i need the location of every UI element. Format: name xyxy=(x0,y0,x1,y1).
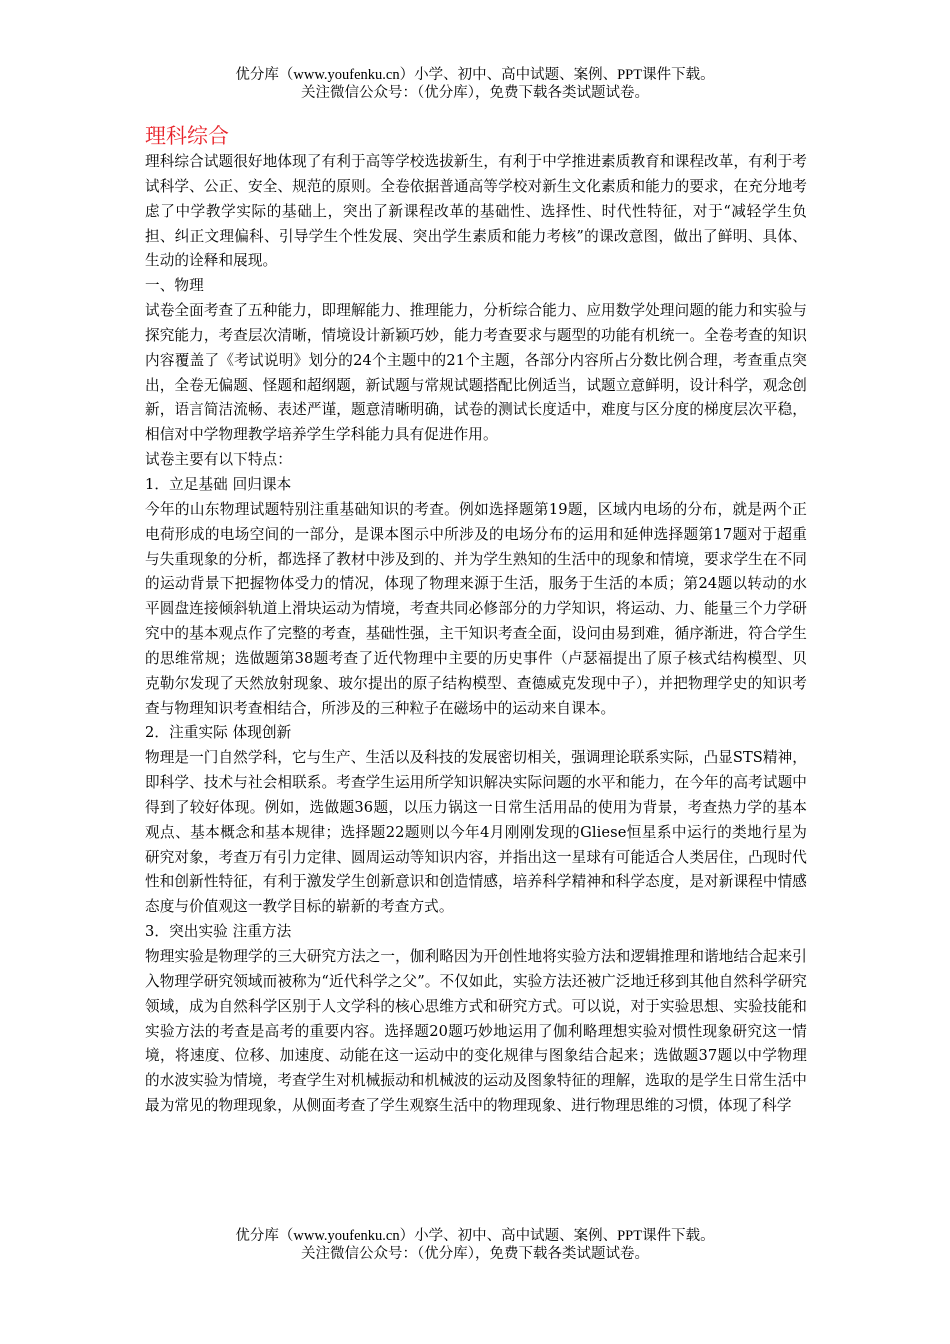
footer-line-2: 关注微信公众号：（优分库），免费下载各类试题试卷。 xyxy=(301,1246,649,1262)
footer-line-1: 优分库（www.youfenku.cn）小学、初中、高中试题、案例、PPT课件下载。 xyxy=(235,1228,715,1244)
document-body xyxy=(145,122,807,1119)
section-heading-physics: 一、物理 xyxy=(145,277,204,295)
paragraph-physics-overview: 试卷全面考查了五种能力，即理解能力、推理能力，分析综合能力、应用数学处理问题的能力和实验与探究能力，考查层次清晰，情境设计新颖巧妙，能力考查要求与题型的功能有机统一。全卷考查的知识内容覆盖了《考试说明》划分的24个主题中的21个主题，各部分内容所占分数比例合理，考查重点突出，全卷无偏题、怪题和超纲题，新试题与常规试题搭配比例适当，试题立意鲜明，设计科学，观念创新，语言简洁流畅、表述严谨，题意清晰明确，试卷的测试长度适中，难度与区分度的梯度层次平稳，相信对中学物理教学培养学生学科能力具有促进作用。 xyxy=(145,302,807,444)
paragraph-feature-3: 物理实验是物理学的三大研究方法之一，伽利略因为开创性地将实验方法和逻辑推理和谐地结合起来引入物理学研究领域而被称为“近代科学之父”。不仅如此，实验方法还被广泛地迁移到其他自然科学研究领域，成为自然科学区别于人文学科的核心思维方式和研究方式。可以说，对于实验思想、实验技能和实验方法的考查是高考的重要内容。选择题20题巧妙地运用了伽利略理想实验对惯性现象研究这一情境，将速度、位移、加速度、动能在这一运动中的变化规律与图象结合起来；选做题37题以中学物理的水波实验为情境，考查学生对机械振动和机械波的运动及图象特征的理解，选取的是学生日常生活中最为常见的物理现象，从侧面考查了学生观察生活中的物理现象、进行物理思维的习惯，体现了科学 xyxy=(145,948,807,1115)
paragraph-features-lead: 试卷主要有以下特点： xyxy=(145,451,292,469)
subheading-1: 1．立足基础 回归课本 xyxy=(145,475,292,493)
paragraph-feature-1: 今年的山东物理试题特别注重基础知识的考查。例如选择题第19题，区域内电场的分布，就是两个正电荷形成的电场空间的一部分，是课本图示中所涉及的电场分布的运用和延伸选择题第17题对于超重与失重现象的分析，都选择了教材中涉及到的、并为学生熟知的生活中的现象和情境，要求学生在不同的运动背景下把握物体受力的情况，体现了物理来源于生活，服务于生活的本质；第24题以转动的水平圆盘连接倾斜轨道上滑块运动为情境，考查共同必修部分的力学知识，将运动、力、能量三个力学研究中的基本观点作了完整的考查，基础性强，主干知识考查全面，设问由易到难，循序渐进，符合学生的思维常规；选做题第38题考查了近代物理中主要的历史事件（卢瑟福提出了原子核式结构模型、贝克勒尔发现了天然放射现象、玻尔提出的原子结构模型、查德威克发现中子），并把物理学史的知识考查与物理知识考查相结合，所涉及的三种粒子在磁场中的运动来自课本。 xyxy=(145,500,807,717)
subheading-3: 3．突出实验 注重方法 xyxy=(145,923,292,941)
page-footer xyxy=(0,1227,950,1263)
subheading-2: 2．注重实际 体现创新 xyxy=(145,724,292,742)
document-title: 理科综合 xyxy=(145,124,229,148)
header-line-2: 关注微信公众号：（优分库），免费下载各类试题试卷。 xyxy=(301,85,649,101)
paragraph-feature-2: 物理是一门自然学科，它与生产、生活以及科技的发展密切相关，强调理论联系实际，凸显STS精神，即科学、技术与社会相联系。考查学生运用所学知识解决实际问题的水平和能力，在今年的高考试题中得到了较好体现。例如，选做题36题，以压力锅这一日常生活用品的使用为背景，考查热力学的基本观点、基本概念和基本规律；选择题22题则以今年4月刚刚发现的Gliese恒星系中运行的类地行星为研究对象，考查万有引力定律、圆周运动等知识内容，并指出这一星球有可能适合人类居住，凸现时代性和创新性特征，有利于激发学生创新意识和创造情感，培养科学精神和科学态度，是对新课程中情感态度与价值观这一教学目标的崭新的考查方式。 xyxy=(145,749,807,916)
page-header xyxy=(0,66,950,102)
header-line-1: 优分库（www.youfenku.cn）小学、初中、高中试题、案例、PPT课件下载。 xyxy=(235,67,715,83)
paragraph-intro: 理科综合试题很好地体现了有利于高等学校选拔新生，有利于中学推进素质教育和课程改革，有利于考试科学、公正、安全、规范的原则。全卷依据普通高等学校对新生文化素质和能力的要求，在充分地考虑了中学教学实际的基础上，突出了新课程改革的基础性、选择性、时代性特征，对于“减轻学生负担、纠正文理偏科、引导学生个性发展、突出学生素质和能力考核”的课改意图，做出了鲜明、具体、生动的诠释和展现。 xyxy=(145,153,807,270)
